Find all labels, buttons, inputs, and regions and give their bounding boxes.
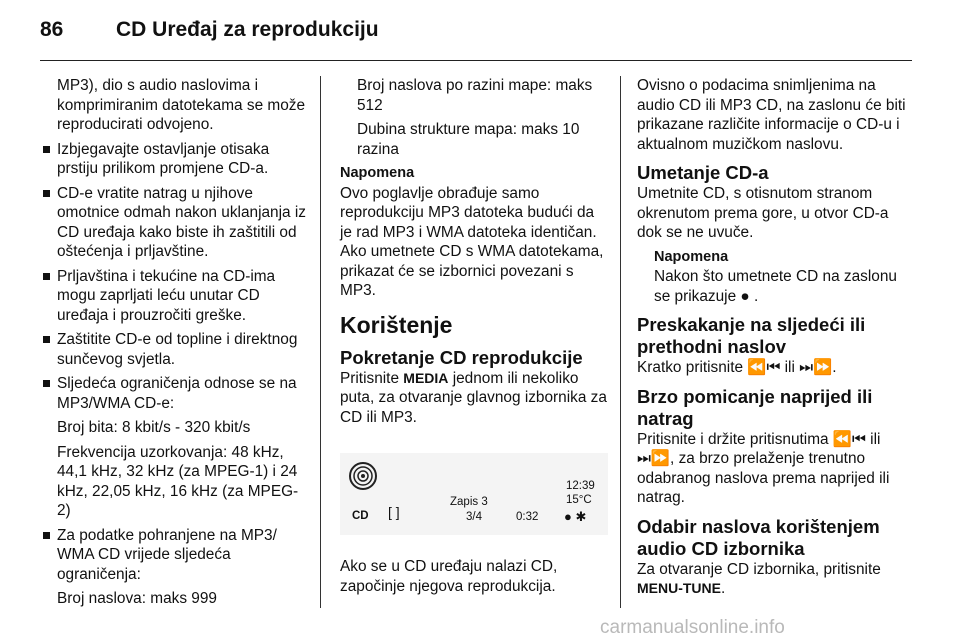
sub-item: Broj naslova po razini mape: maks 512 <box>357 77 593 114</box>
page-title: CD Uređaj za reprodukciju <box>116 18 379 41</box>
sub-item: Frekvencija uzorkovanja: 48 kHz, 44,1 kHz, 32 kHz (za MPEG-1) i 24 kHz, 22,05 kHz, 16 kHz (za MPEG-2) <box>57 443 299 519</box>
next-track-icon: ⏭⏩ <box>799 359 833 376</box>
sub-item: Broj bita: 8 kbit/s - 320 kbit/s <box>57 419 251 436</box>
intro-text: MP3), dio s audio naslovima i komprimiranim datotekama se može reproducirati odvojeno. <box>57 77 306 133</box>
media-key-label: MEDIA <box>403 369 449 386</box>
display-track-number: 3/4 <box>466 511 482 523</box>
page-header <box>0 0 960 60</box>
column-divider <box>320 76 321 608</box>
subsection-heading: Brzo pomicanje naprijed ili natrag <box>637 385 873 429</box>
column-1 <box>40 76 308 609</box>
page-number: 86 <box>40 18 64 41</box>
note-text: Ovo poglavlje obrađuje samo reprodukciju MP3 datoteka budući da je rad MP3 i WMA datoteka identičan. Ako umetnete CD s WMA datotekama, prikazat će se izbornici povezani s MP3. <box>340 184 604 299</box>
paragraph: Pritisnite i držite pritisnutima ⏪⏮ ili ⏭⏩, za brzo prelaženje trenutno odabranog naslova prema naprijed ili natrag. <box>637 430 890 506</box>
display-temp: 15°C <box>566 494 592 506</box>
display-brackets: [ ] <box>388 504 400 520</box>
cd-indicator-icon: ● <box>740 287 750 305</box>
column-3 <box>637 76 907 599</box>
note-title: Napomena <box>340 165 415 181</box>
paragraph: Za otvaranje CD izbornika, pritisnite MENU-TUNE. <box>637 560 881 597</box>
column-divider <box>620 76 621 608</box>
previous-track-icon: ⏪⏮ <box>747 359 781 376</box>
sub-item: Broj naslova: maks 999 <box>57 590 217 607</box>
section-heading: Korištenje <box>340 311 453 338</box>
paragraph: Ako se u CD uređaju nalazi CD, započinje njegova reprodukcija. <box>340 558 558 595</box>
watermark: carmanualsonline.info <box>600 617 785 638</box>
note-title: Napomena <box>654 248 729 265</box>
subsection-heading: Pokretanje CD reprodukcije <box>340 346 583 368</box>
subsection-heading: Umetanje CD-a <box>637 162 769 183</box>
display-source: CD <box>352 510 369 522</box>
rewind-icon: ⏪⏮ <box>832 430 866 448</box>
intro-text: Ovisno o podacima snimljenima na audio CD ili MP3 CD, na zaslonu će biti prikazane različite informacije o CD-u i aktualnom muzičkom naslovu. <box>637 77 906 153</box>
paragraph: Umetnite CD, s otisnutom stranom okrenutom prema gore, u otvor CD-a dok se ne uvuče. <box>637 185 889 241</box>
note-text: Nakon što umetnete CD na zaslonu se prikazuje ● . <box>654 268 897 305</box>
display-elapsed: 0:32 <box>516 511 539 523</box>
menu-tune-key-label: MENU-TUNE <box>637 580 721 596</box>
paragraph: Pritisnite MEDIA jednom ili nekoliko puta, za otvaranje glavnog izbornika za CD ili MP3. <box>340 369 607 426</box>
bullet-item: Zaštitite CD-e od topline i direktnog sunčevog svjetla. <box>40 330 308 369</box>
paragraph: Kratko pritisnite ⏪⏮ ili ⏭⏩. <box>637 359 837 376</box>
bullet-item: Sljedeća ograničenja odnose se na MP3/WMA CD-e: <box>40 374 308 413</box>
column-2 <box>340 76 608 596</box>
display-track-name: Zapis 3 <box>450 496 488 508</box>
bullet-item: Izbjegavajte ostavljanje otisaka prstiju prilikom promjene CD-a. <box>40 140 308 179</box>
cd-display-illustration <box>340 453 608 535</box>
bullet-item: Prljavština i tekućine na CD-ima mogu zaprljati leću unutar CD uređaja i prouzročiti greške. <box>40 267 308 326</box>
display-cd-indicator-icon: ● ✱ <box>564 509 587 524</box>
subsection-heading: Odabir naslova korištenjem audio CD izbornika <box>637 515 880 559</box>
sub-item: Dubina strukture mapa: maks 10 razina <box>357 121 580 158</box>
cd-disc-icon <box>348 461 378 491</box>
bullet-item: CD-e vratite natrag u njihove omotnice odmah nakon uklanjanja iz CD uređaja kako biste ih zaštitili od oštećenja i prljavštine. <box>40 184 308 262</box>
subsection-heading: Preskakanje na sljedeći ili prethodni naslov <box>637 314 866 357</box>
fast-forward-icon: ⏭⏩ <box>637 450 671 467</box>
header-rule <box>40 60 912 61</box>
bullet-item: Za podatke pohranjene na MP3/ WMA CD vrijede sljedeća ograničenja: <box>40 526 308 585</box>
display-time: 12:39 <box>566 480 595 492</box>
